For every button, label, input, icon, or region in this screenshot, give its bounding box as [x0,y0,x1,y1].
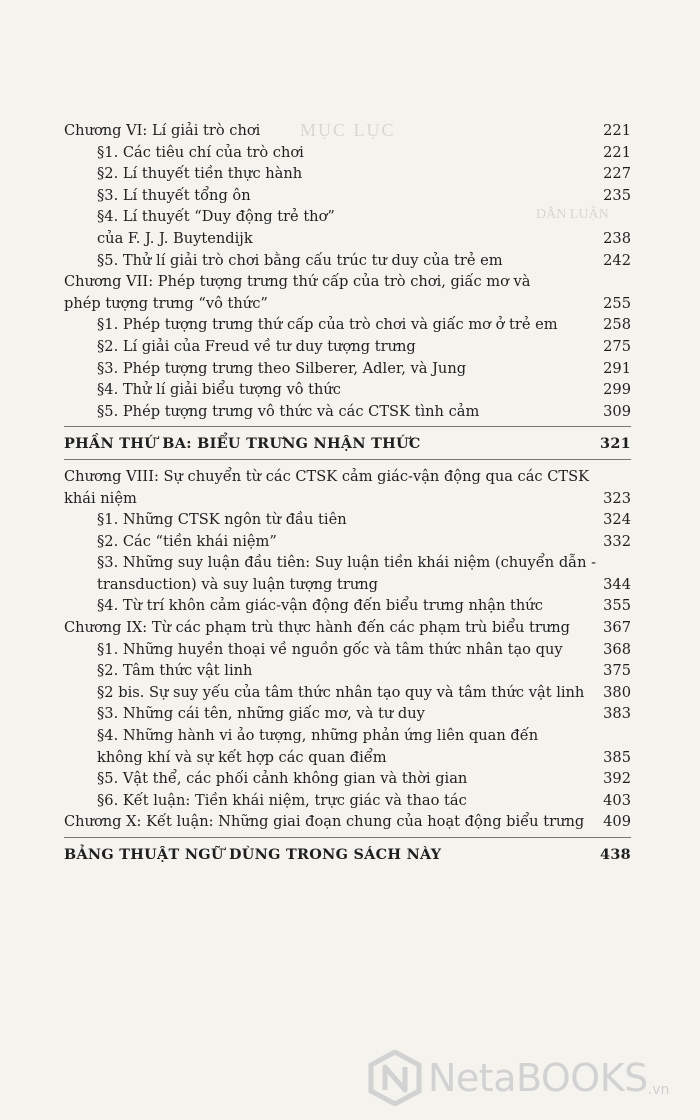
toc-ch9-section-4-cont[interactable]: không khí và sự kết hợp các quan điểm 385 [97,748,631,766]
toc-ch6-section-2[interactable]: §2. Lí thuyết tiền thực hành 227 [97,165,631,183]
toc-chapter-7-cont[interactable]: phép tượng trưng “vô thức” 255 [64,294,631,312]
toc-ch6-section-1[interactable]: §1. Các tiêu chí của trò chơi 221 [97,143,631,161]
toc-ch7-section-1[interactable]: §1. Phép tượng trưng thứ cấp của trò chơi và giấc mơ ở trẻ em 258 [97,316,631,334]
watermark-brand: NetaBOOKS [428,1056,648,1100]
toc-ch9-section-2[interactable]: §2. Tâm thức vật linh 375 [97,662,631,680]
toc-ch9-section-5[interactable]: §5. Vật thể, các phối cảnh không gian và thời gian 392 [97,770,631,788]
toc-ch9-section-1[interactable]: §1. Những huyền thoại về nguồn gốc và tâm thức nhân tạo quy 368 [97,640,631,658]
toc-chapter-8[interactable]: Chương VIII: Sự chuyển từ các CTSK cảm giác-vận động qua các CTSK [64,467,590,485]
divider [64,837,631,838]
toc-ch9-section-4[interactable]: §4. Những hành vi ảo tượng, những phản ứng liên quan đến [97,727,539,745]
toc-ch9-section-2-bis[interactable]: §2 bis. Sự suy yếu của tâm thức nhân tạo quy và tâm thức vật linh 380 [97,683,631,701]
toc-ch8-section-4[interactable]: §4. Từ trí khôn cảm giác-vận động đến biểu trưng nhận thức 355 [97,597,631,615]
toc-ch6-section-5[interactable]: §5. Thử lí giải trò chơi bằng cấu trúc tư duy của trẻ em 242 [97,251,631,269]
toc-ch8-section-2[interactable]: §2. Các “tiền khái niệm” 332 [97,532,631,550]
toc-ch9-section-6[interactable]: §6. Kết luận: Tiền khái niệm, trực giác và thao tác 403 [97,791,631,809]
toc-chapter-6[interactable]: Chương VI: Lí giải trò chơi 221 [64,122,631,139]
table-of-contents [64,120,631,866]
ghost-title: MỤC LỤC [300,120,396,140]
toc-chapter-8-cont[interactable]: khái niệm 323 [64,489,631,507]
toc-ch6-section-3[interactable]: §3. Lí thuyết tổng ôn 235 [97,186,631,204]
divider [64,459,631,460]
toc-ch8-section-1[interactable]: §1. Những CTSK ngôn từ đầu tiên 324 [97,511,631,529]
toc-ch8-section-3[interactable]: §3. Những suy luận đầu tiên: Suy luận tiền khái niệm (chuyển dẫn - [97,554,597,572]
toc-ch7-section-3[interactable]: §3. Phép tượng trưng theo Silberer, Adler, và Jung 291 [97,359,631,377]
toc-chapter-7[interactable]: Chương VII: Phép tượng trưng thứ cấp của trò chơi, giấc mơ và [64,273,531,291]
toc-ch7-section-2[interactable]: §2. Lí giải của Freud về tư duy tượng trưng 275 [97,337,631,355]
toc-ch7-section-5[interactable]: §5. Phép tượng trưng vô thức và các CTSK tình cảm 309 [97,402,631,420]
toc-chapter-9[interactable]: Chương IX: Từ các phạm trù thực hành đến các phạm trù biểu trưng 367 [64,619,631,637]
watermark [368,1044,690,1112]
toc-ch8-section-3-cont[interactable]: transduction) và suy luận tượng trưng 344 [97,575,631,593]
toc-glossary[interactable]: BẢNG THUẬT NGỮ DÙNG TRONG SÁCH NÀY 438 [64,846,631,863]
divider [64,426,631,427]
netabooks-logo-icon [368,1050,422,1106]
toc-ch6-section-4-cont[interactable]: của F. J. J. Buytendijk 238 [97,229,631,247]
ghost-section: DẪN LUẬN [536,207,609,222]
toc-chapter-10[interactable]: Chương X: Kết luận: Những giai đoạn chung của hoạt động biểu trưng 409 [64,813,631,831]
toc-part-3[interactable]: PHẦN THỨ BA: BIỂU TRƯNG NHẬN THỨC 321 [64,435,631,453]
toc-ch9-section-3[interactable]: §3. Những cái tên, những giấc mơ, và tư duy 383 [97,705,631,723]
toc-ch6-section-4[interactable]: §4. Lí thuyết “Duy động trẻ thơ” [97,208,335,226]
toc-ch7-section-4[interactable]: §4. Thử lí giải biểu tượng vô thức 299 [97,381,631,399]
watermark-tld: .vn [647,1082,670,1098]
